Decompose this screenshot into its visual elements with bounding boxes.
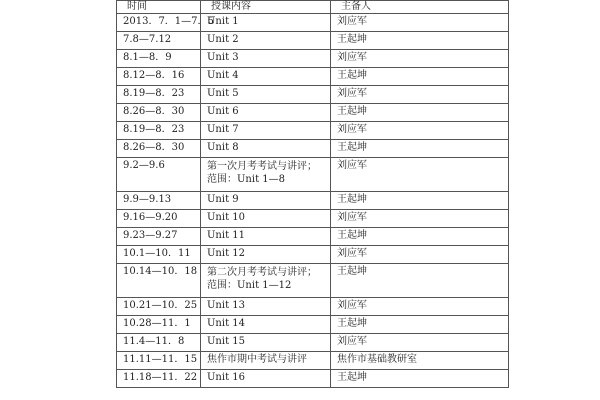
table-row <box>117 298 509 316</box>
content-line: 第二次月考考试与讲评； <box>207 267 317 278</box>
cell-time: 8.26—8．30 <box>117 104 201 122</box>
cell-time: 9.2—9.6 <box>117 158 201 192</box>
cell-time: 10.28—11．1 <box>117 316 201 334</box>
table-row <box>117 122 509 140</box>
cell-preparer: 王起坤 <box>331 104 509 122</box>
content-line: Unit 5 <box>207 88 239 99</box>
cell-content <box>201 32 331 50</box>
content-line: Unit 2 <box>207 34 239 45</box>
content-line: 范围：Unit 1—8 <box>207 174 285 185</box>
table-row <box>117 14 509 32</box>
content-line: 范围：Unit 1—12 <box>207 280 292 291</box>
cell-preparer: 刘应军 <box>331 158 509 192</box>
cell-preparer: 刘应军 <box>331 50 509 68</box>
table-row <box>117 192 509 210</box>
content-line: Unit 15 <box>207 336 245 347</box>
cell-content <box>201 140 331 158</box>
content-line: Unit 4 <box>207 70 239 81</box>
table-row <box>117 210 509 228</box>
cell-time: 11.18—11．22 <box>117 370 201 388</box>
cell-time: 11.11—11．15 <box>117 352 201 370</box>
table-header-row <box>117 1 509 14</box>
content-line: 第一次月考考试与讲评； <box>207 161 317 172</box>
cell-content <box>201 104 331 122</box>
cell-time: 8.19—8．23 <box>117 86 201 104</box>
header-content: 授课内容 <box>201 1 331 14</box>
table-row <box>117 246 509 264</box>
cell-content <box>201 246 331 264</box>
cell-content <box>201 158 331 192</box>
table-row <box>117 104 509 122</box>
cell-time: 2013．7．1—7．5 <box>117 14 201 32</box>
table-row <box>117 264 509 298</box>
cell-content <box>201 334 331 352</box>
content-line: Unit 16 <box>207 372 245 383</box>
cell-time: 8.26—8．30 <box>117 140 201 158</box>
cell-time: 8.12—8．16 <box>117 68 201 86</box>
cell-content <box>201 316 331 334</box>
table-row <box>117 158 509 192</box>
cell-content <box>201 298 331 316</box>
content-line: Unit 11 <box>207 230 245 241</box>
cell-preparer: 刘应军 <box>331 86 509 104</box>
cell-time: 10.1—10．11 <box>117 246 201 264</box>
cell-time: 11.4—11．8 <box>117 334 201 352</box>
cell-preparer: 焦作市基础教研室 <box>331 352 509 370</box>
content-line: Unit 12 <box>207 248 245 259</box>
cell-preparer: 王起坤 <box>331 316 509 334</box>
cell-preparer: 刘应军 <box>331 298 509 316</box>
content-line: Unit 7 <box>207 124 239 135</box>
cell-time: 10.14—10．18 <box>117 264 201 298</box>
content-line: Unit 1 <box>207 16 239 27</box>
cell-preparer: 王起坤 <box>331 140 509 158</box>
cell-content <box>201 264 331 298</box>
header-time: 时间 <box>117 1 201 14</box>
cell-preparer: 王起坤 <box>331 192 509 210</box>
cell-preparer: 王起坤 <box>331 370 509 388</box>
cell-time: 9.23—9.27 <box>117 228 201 246</box>
cell-content <box>201 352 331 370</box>
table-row <box>117 86 509 104</box>
cell-preparer: 王起坤 <box>331 32 509 50</box>
table-row <box>117 68 509 86</box>
content-line: Unit 8 <box>207 142 239 153</box>
content-line: Unit 3 <box>207 52 239 63</box>
cell-preparer: 刘应军 <box>331 14 509 32</box>
cell-content <box>201 50 331 68</box>
cell-content <box>201 122 331 140</box>
table-row <box>117 316 509 334</box>
table-row <box>117 370 509 388</box>
cell-content <box>201 14 331 32</box>
cell-time: 8.19—8．23 <box>117 122 201 140</box>
cell-content <box>201 68 331 86</box>
content-line: Unit 14 <box>207 318 245 329</box>
cell-content <box>201 192 331 210</box>
table-row <box>117 32 509 50</box>
cell-time: 9.9—9.13 <box>117 192 201 210</box>
teaching-schedule-table <box>116 0 509 388</box>
table-row <box>117 334 509 352</box>
cell-content <box>201 210 331 228</box>
table-row <box>117 352 509 370</box>
cell-time: 10.21—10．25 <box>117 298 201 316</box>
content-line: Unit 6 <box>207 106 239 117</box>
content-line: 焦作市期中考试与讲评 <box>207 354 307 365</box>
cell-preparer: 王起坤 <box>331 228 509 246</box>
table-row <box>117 228 509 246</box>
cell-content <box>201 370 331 388</box>
cell-preparer: 王起坤 <box>331 264 509 298</box>
cell-preparer: 刘应军 <box>331 122 509 140</box>
content-line: Unit 13 <box>207 300 245 311</box>
content-line: Unit 10 <box>207 212 245 223</box>
cell-preparer: 刘应军 <box>331 334 509 352</box>
cell-preparer: 刘应军 <box>331 246 509 264</box>
cell-content <box>201 86 331 104</box>
table-row <box>117 50 509 68</box>
cell-preparer: 刘应军 <box>331 210 509 228</box>
header-preparer: 主备人 <box>331 1 509 14</box>
cell-time: 7.8—7.12 <box>117 32 201 50</box>
cell-preparer: 王起坤 <box>331 68 509 86</box>
cell-content <box>201 228 331 246</box>
schedule-sheet <box>116 0 508 388</box>
content-line: Unit 9 <box>207 194 239 205</box>
cell-time: 8.1—8．9 <box>117 50 201 68</box>
table-row <box>117 140 509 158</box>
cell-time: 9.16—9.20 <box>117 210 201 228</box>
